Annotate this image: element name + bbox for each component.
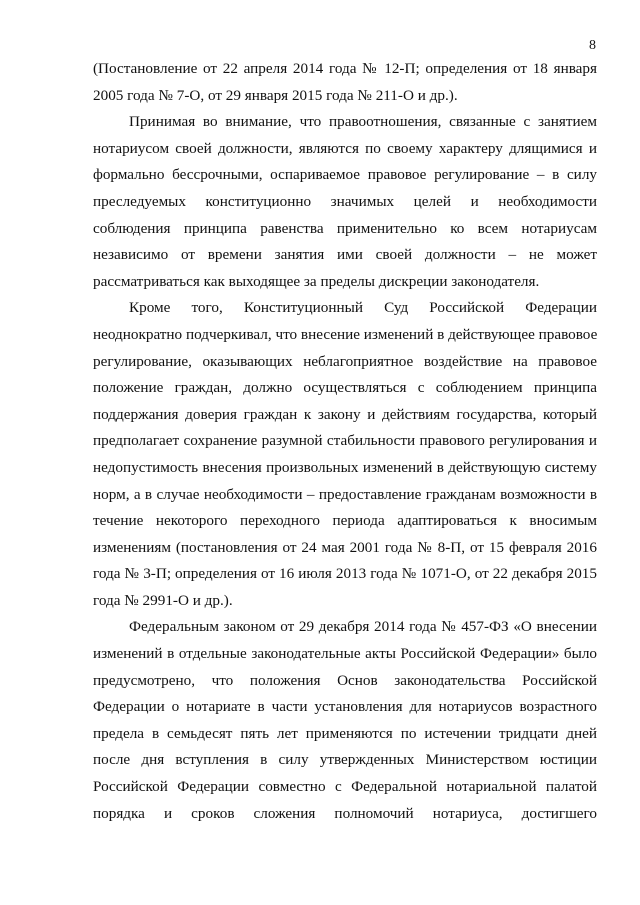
text-line: недопустимость внесения произвольных изменений в действующую систему [93, 458, 597, 476]
text-line: регулирование, оказывающих неблагоприятное воздействие на правовое [93, 352, 597, 370]
text-line: неоднократно подчеркивал, что внесение изменений в действующее правовое [93, 325, 597, 343]
paragraph [93, 295, 597, 614]
text-line: поддержания доверия граждан к закону и действиям государства, который [93, 405, 597, 423]
text-line: (Постановление от 22 апреля 2014 года № 12-П; определения от 18 января [93, 60, 597, 77]
text-line: Федеральным законом от 29 декабря 2014 года № 457-ФЗ «О внесении [129, 618, 597, 636]
paragraph [93, 109, 597, 295]
text-line: года № 3-П; определения от 16 июля 2013 года № 1071-О, от 22 декабря 2015 [93, 565, 597, 583]
text-line: изменений в отдельные законодательные акты Российской Федерации» было [93, 645, 597, 663]
text-line: Кроме того, Конституционный Суд Российской Федерации [129, 299, 597, 317]
text-line: Принимая во внимание, что правоотношения, связанные с занятием [129, 113, 597, 131]
text-line: предусмотрено, что положения Основ законодательства Российской [93, 671, 597, 689]
text-line: после дня вступления в силу утвержденных Министерством юстиции [93, 751, 597, 769]
text-line: независимо от времени занятия ими своей должности – не может [93, 246, 597, 264]
text-line: Федерации о нотариате в части установления для нотариусов возрастного [93, 698, 597, 716]
text-line: 2005 года № 7-О, от 29 января 2015 года № 211-О и др.). [93, 86, 458, 104]
paragraph [93, 56, 597, 109]
text-line: формально бессрочными, оспариваемое правовое регулирование – в силу [93, 166, 597, 184]
text-line: положение граждан, должно осуществляться с соблюдением принципа [93, 379, 597, 397]
text-line: предполагает сохранение разумной стабильности правового регулирования и [93, 432, 597, 450]
page-number: 8 [589, 38, 596, 53]
text-line: норм, а в случае необходимости – предоставление гражданам возможности в [93, 485, 597, 503]
text-line: порядка и сроков сложения полномочий нотариуса, достигшего [93, 804, 597, 822]
text-line: течение некоторого переходного периода адаптироваться к вносимым [93, 512, 597, 530]
text-line: Российской Федерации совместно с Федеральной нотариальной палатой [93, 778, 597, 796]
text-line: года № 2991-О и др.). [93, 591, 233, 609]
paragraph [93, 614, 597, 827]
text-line: нотариусом своей должности, являются по своему характеру длящимися и [93, 139, 597, 157]
document-body [93, 56, 597, 827]
text-line: преследуемых конституционно значимых целей и необходимости [93, 192, 597, 210]
text-line: предела в семьдесят пять лет применяются по истечении тридцати дней [93, 724, 597, 742]
text-line: соблюдения принципа равенства применительно ко всем нотариусам [93, 219, 597, 237]
text-line: изменениям (постановления от 24 мая 2001 года № 8-П, от 15 февраля 2016 [93, 538, 597, 556]
text-line: рассматриваться как выходящее за пределы дискреции законодателя. [93, 272, 540, 290]
